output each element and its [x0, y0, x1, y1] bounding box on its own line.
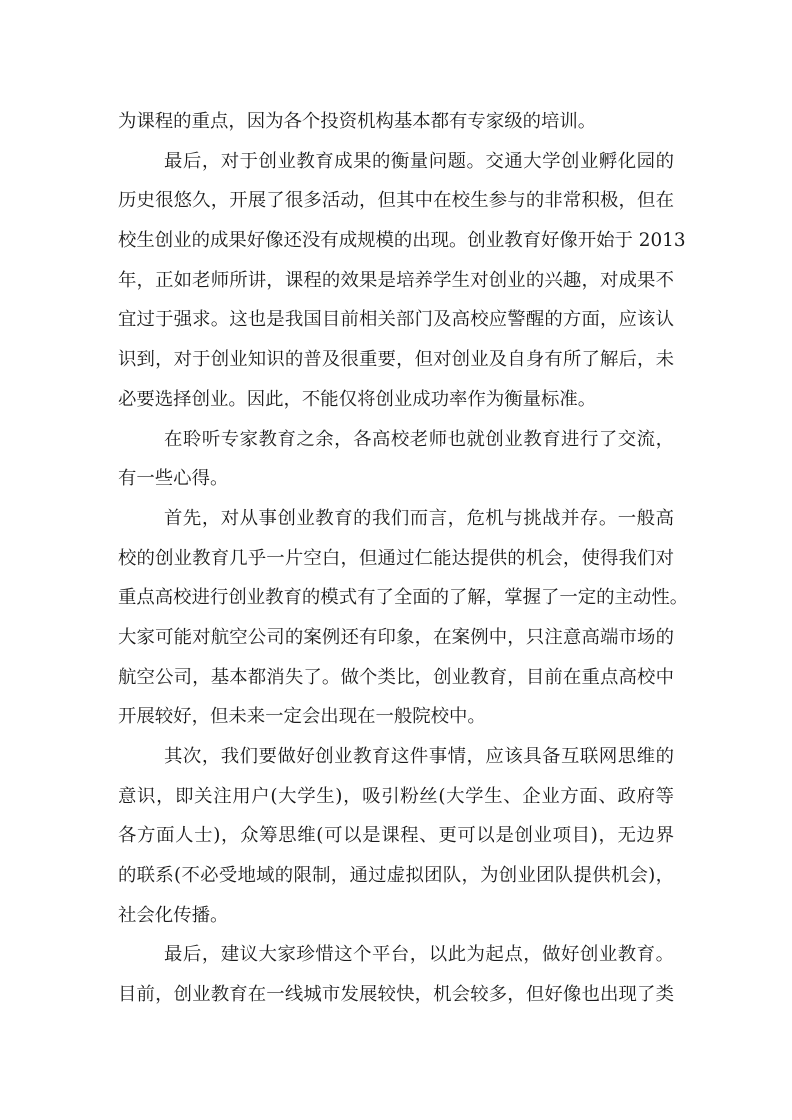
text-line: 最后，对于创业教育成果的衡量问题。交通大学创业孵化园的	[164, 150, 674, 172]
text-line: 目前，创业教育在一线城市发展较快，机会较多，但好像也出现了类	[118, 984, 674, 1006]
text-line: 有一些心得。	[118, 468, 229, 490]
text-line: 其次，我们要做好创业教育这件事情，应该具备互联网思维的	[164, 746, 674, 767]
text-line: 航空公司，基本都消失了。做个类比，创业教育，目前在重点高校中	[118, 666, 674, 688]
text-line: 各方面人士)，众筹思维(可以是课程、更可以是创业项目)，无边界	[118, 825, 674, 847]
paragraph-4	[118, 499, 689, 737]
text-line: 年，正如老师所讲，课程的效果是培养学生对创业的兴趣，对成果不	[118, 269, 674, 291]
paragraph-6	[118, 935, 674, 1014]
text-line: 的联系(不必受地域的限制，通过虚拟团队，为创业团队提供机会)，	[118, 865, 674, 887]
paragraph-2	[118, 142, 686, 420]
text-line: 宜过于强求。这也是我国目前相关部门及高校应警醒的方面，应该认	[118, 309, 674, 331]
paragraph-5	[118, 737, 674, 935]
text-line: 重点高校进行创业教育的模式有了全面的了解，掌握了一定的主动性。	[118, 587, 689, 609]
text-line: 识到，对于创业知识的普及很重要，但对创业及自身有所了解后，未	[118, 349, 674, 371]
text-line: 意识，即关注用户(大学生)，吸引粉丝(大学生、企业方面、政府等	[118, 785, 674, 807]
text-line: 校生创业的成果好像还没有成规模的出现。创业教育好像开始于 2013	[118, 230, 686, 252]
text-line: 社会化传播。	[118, 904, 229, 926]
text-line: 历史很悠久，开展了很多活动，但其中在校生参与的非常积极，但在	[118, 190, 674, 212]
text-line: 在聆听专家教育之余，各高校老师也就创业教育进行了交流，	[164, 428, 674, 450]
text-line: 大家可能对航空公司的案例还有印象，在案例中，只注意高端市场的	[118, 626, 674, 648]
document-body	[118, 102, 689, 1015]
text-line: 为课程的重点，因为各个投资机构基本都有专家级的培训。	[118, 111, 597, 132]
text-line: 首先，对从事创业教育的我们而言，危机与挑战并存。一般高	[164, 507, 674, 529]
text-line: 最后，建议大家珍惜这个平台，以此为起点，做好创业教育。	[164, 944, 674, 966]
paragraph-3	[118, 420, 674, 499]
text-line: 开展较好，但未来一定会出现在一般院校中。	[118, 706, 486, 728]
paragraph-1	[118, 102, 674, 142]
text-line: 必要选择创业。因此，不能仅将创业成功率作为衡量标准。	[118, 388, 597, 410]
text-line: 校的创业教育几乎一片空白，但通过仁能达提供的机会，使得我们对	[118, 547, 674, 569]
